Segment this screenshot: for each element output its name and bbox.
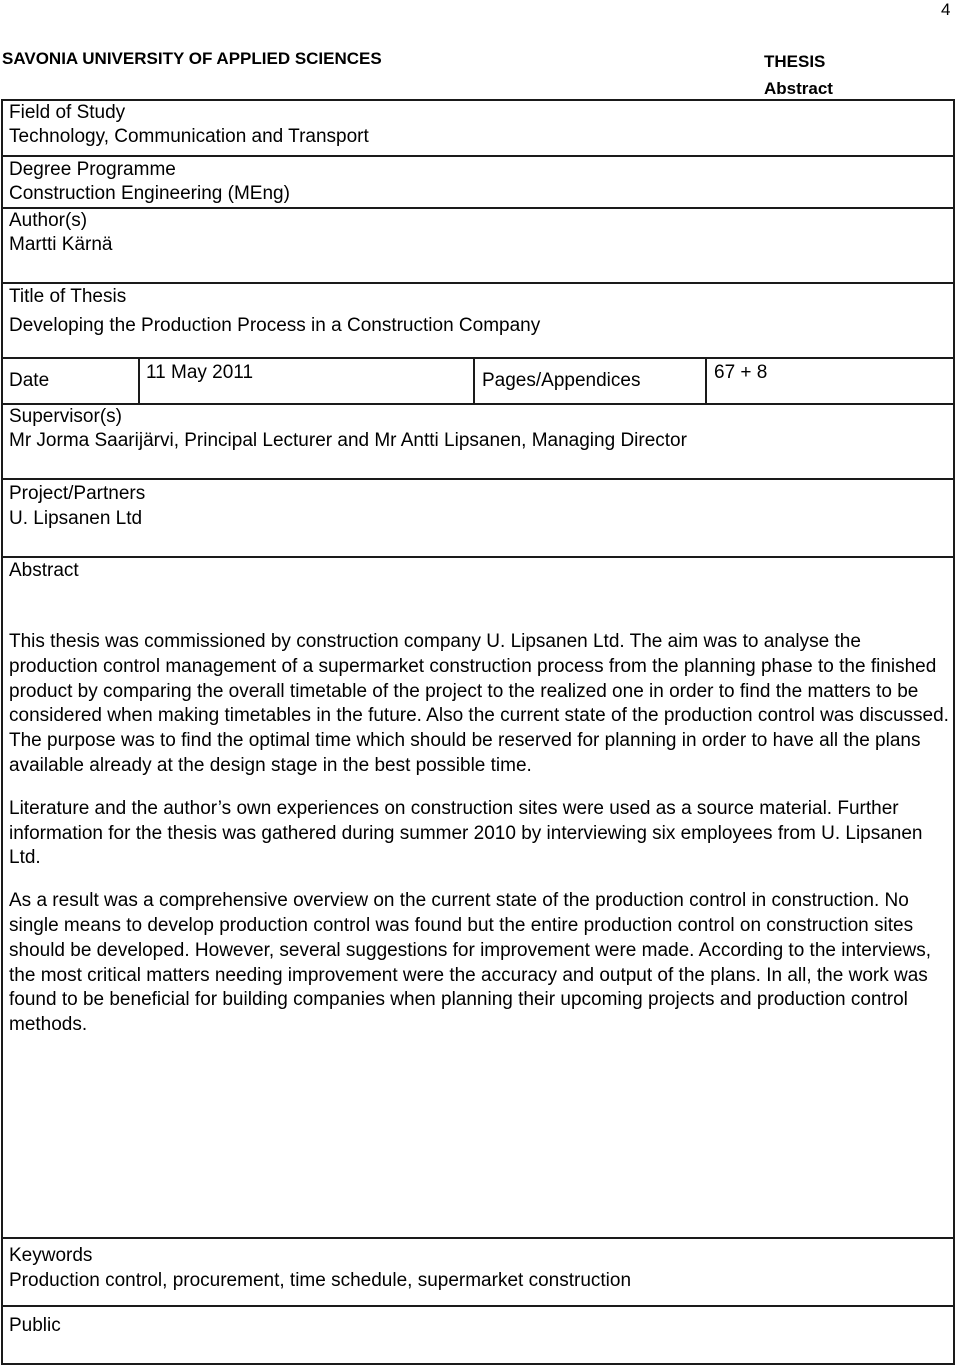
pages-value: 67 + 8 xyxy=(714,362,768,383)
author-value: Martti Kärnä xyxy=(9,234,113,255)
date-label: Date xyxy=(9,370,50,391)
document-type xyxy=(764,48,833,102)
partners-label: Project/Partners xyxy=(9,483,146,504)
page-number: 4 xyxy=(941,0,951,19)
abstract-paragraph: Literature and the author’s own experiences on construction sites were used as a source material. Further information for the thesis was gathered during summer 2010 by interviewing six employees from U. Lipsanen Ltd. xyxy=(9,797,923,869)
field-of-study-label: Field of Study xyxy=(9,102,126,123)
thesis-title-label: Title of Thesis xyxy=(9,286,127,307)
divider-after-supervisor xyxy=(1,478,955,480)
document-type-abstract: Abstract xyxy=(764,79,833,98)
pages-label-divider xyxy=(473,357,475,403)
pages-label: Pages/Appendices xyxy=(482,370,641,391)
abstract-body xyxy=(9,630,949,1056)
author-label: Author(s) xyxy=(9,210,88,231)
divider-after-title xyxy=(1,357,955,359)
supervisor-value: Mr Jorma Saarijärvi, Principal Lecturer and Mr Antti Lipsanen, Managing Director xyxy=(9,430,687,451)
date-column-divider xyxy=(138,357,140,403)
keywords-label: Keywords xyxy=(9,1245,93,1266)
date-value: 11 May 2011 xyxy=(146,362,254,383)
keywords-value: Production control, procurement, time schedule, supermarket construction xyxy=(9,1270,632,1291)
divider-after-programme xyxy=(1,207,955,209)
degree-programme-label: Degree Programme xyxy=(9,159,176,180)
institution-name: SAVONIA UNIVERSITY OF APPLIED SCIENCES xyxy=(2,49,382,68)
field-of-study-value: Technology, Communication and Transport xyxy=(9,126,369,147)
thesis-title-value: Developing the Production Process in a Construction Company xyxy=(9,315,541,336)
abstract-label: Abstract xyxy=(9,560,79,581)
supervisor-label: Supervisor(s) xyxy=(9,406,122,427)
divider-after-date xyxy=(1,403,955,405)
divider-after-abstract xyxy=(1,1237,955,1239)
divider-after-study xyxy=(1,155,955,157)
abstract-paragraph: As a result was a comprehensive overview on the current state of the production control in construction. No single means to develop production control was found but the entire production control on construction sites should be developed. However, several suggestions for improvement were made. According to the interviews, the most critical matters needing improvement were the accuracy and output of the plans. In all, the work was found to be beneficial for building companies when planning their upcoming projects and production control methods. xyxy=(9,890,931,1036)
access-status: Public xyxy=(9,1315,61,1336)
document-type-thesis: THESIS xyxy=(764,52,826,71)
abstract-paragraph: This thesis was commissioned by construction company U. Lipsanen Ltd. The aim was to analyse the production control management of a supermarket construction process from the planning phase to the finished product by comparing the overall timetable of the project to the realized one in order to find the matters to be considered when making timetables in the future. Also the current state of the production control was discussed. The purpose was to find the optimal time which should be reserved for planning in order to have all the plans available already at the design stage in the best possible time. xyxy=(9,631,949,776)
pages-value-divider xyxy=(705,357,707,403)
divider-after-keywords xyxy=(1,1305,955,1307)
divider-after-partners xyxy=(1,556,955,558)
partners-value: U. Lipsanen Ltd xyxy=(9,508,143,529)
divider-after-author xyxy=(1,282,955,284)
degree-programme-value: Construction Engineering (MEng) xyxy=(9,183,290,204)
